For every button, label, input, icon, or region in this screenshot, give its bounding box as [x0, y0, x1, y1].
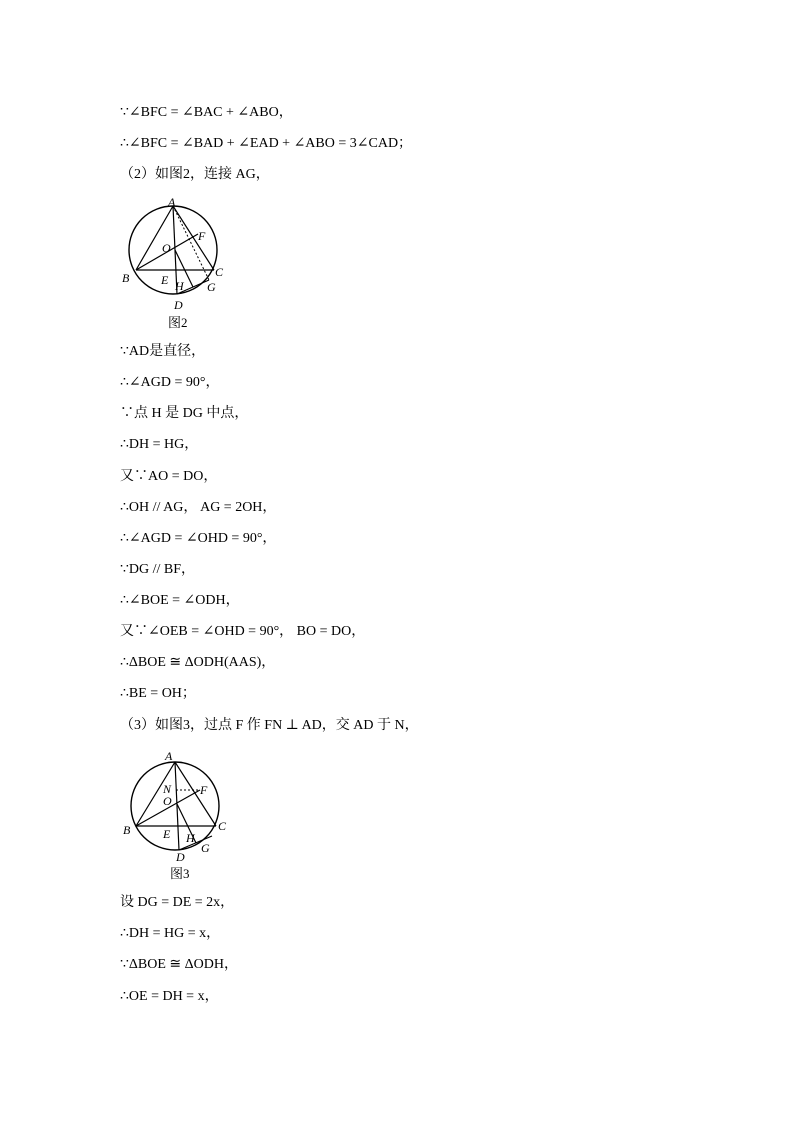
proof-line-17: ∵ΔBOE ≅ ΔODH， [120, 957, 238, 972]
figure-3-caption: 图3 [170, 866, 190, 881]
proof-line-10: ∵DG // BF， [120, 562, 196, 577]
proof-line-2: ∴∠BFC = ∠BAD + ∠EAD + ∠ABO = 3∠CAD； [120, 136, 413, 151]
proof-line-7: 又∵AO = DO， [120, 469, 218, 484]
fig2-label-F: F [198, 229, 206, 243]
figure-2-caption: 图2 [168, 315, 188, 330]
fig2-label-C: C [215, 265, 224, 279]
proof-line-12: 又∵∠OEB = ∠OHD = 90°， BO = DO， [120, 624, 366, 639]
proof-line-8: ∴OH // AG， AG = 2OH， [120, 500, 277, 515]
fig3-label-H: H [186, 831, 195, 845]
fig3-label-D: D [176, 850, 185, 864]
part-3-heading: （3）如图3，过点 F 作 FN ⊥ AD，交 AD 于 N， [120, 718, 419, 733]
proof-line-18: ∴OE = DH = x， [120, 989, 219, 1004]
proof-line-14: ∴BE = OH； [120, 686, 196, 701]
fig2-label-H: H [175, 279, 184, 293]
fig3-label-N: N [163, 782, 172, 796]
figure-2 [118, 196, 238, 316]
proof-line-11: ∴∠BOE = ∠ODH， [120, 593, 240, 608]
fig3-label-G: G [201, 841, 210, 855]
fig3-label-B: B [123, 823, 131, 837]
fig3-label-E: E [163, 827, 171, 841]
proof-line-5: ∵点 H 是 DG 中点， [120, 406, 249, 421]
proof-line-1: ∵∠BFC = ∠BAC + ∠ABO， [120, 105, 293, 120]
fig2-label-G: G [207, 280, 216, 294]
figure-3 [118, 746, 238, 866]
proof-line-9: ∴∠AGD = ∠OHD = 90°， [120, 531, 277, 546]
proof-line-4: ∴∠AGD = 90°， [120, 375, 220, 390]
proof-line-16: ∴DH = HG = x， [120, 926, 221, 941]
fig2-label-D: D [174, 298, 183, 312]
part-2-heading: （2）如图2，连接 AG， [120, 167, 270, 182]
proof-line-3: ∵AD是直径， [120, 344, 206, 359]
proof-line-13: ∴ΔBOE ≅ ΔODH(AAS)， [120, 655, 276, 670]
proof-line-6: ∴DH = HG， [120, 437, 199, 452]
proof-line-15: 设 DG = DE = 2x， [120, 895, 235, 910]
fig2-label-O: O [162, 241, 171, 255]
fig3-label-A: A [165, 749, 173, 763]
fig3-label-F: F [200, 783, 208, 797]
fig3-label-O: O [163, 794, 172, 808]
fig2-label-E: E [161, 273, 169, 287]
fig3-label-C: C [218, 819, 227, 833]
fig2-label-B: B [122, 271, 130, 285]
fig2-label-A: A [168, 196, 176, 209]
